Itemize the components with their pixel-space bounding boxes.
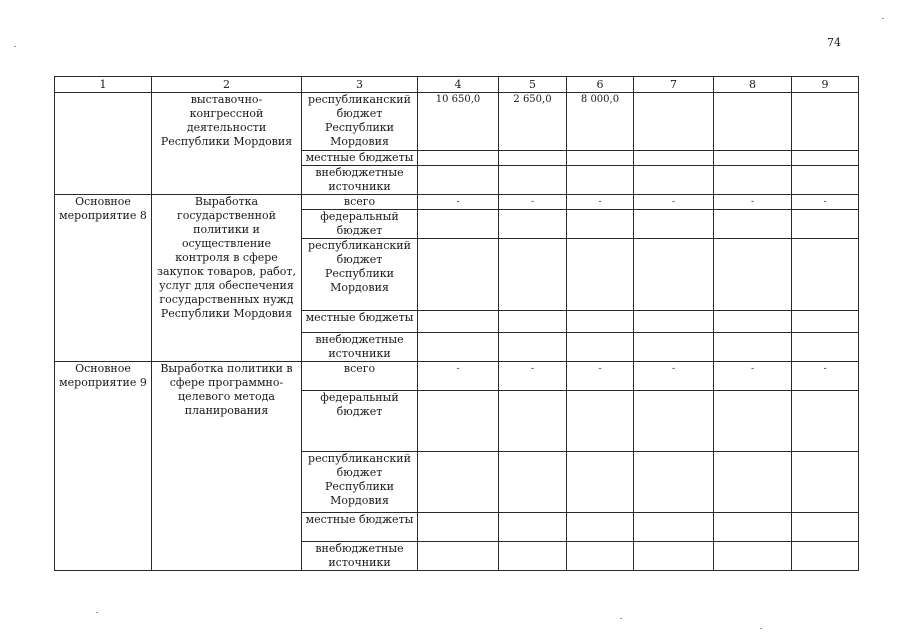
scan-speck bbox=[620, 618, 622, 619]
table-row bbox=[55, 195, 859, 210]
header-cell: 3 bbox=[302, 77, 418, 93]
measure-cell: выставочно-конгрессной деятельности Республики Мордовия bbox=[152, 93, 302, 195]
source-cell: республиканский бюджет Республики Мордовия bbox=[302, 93, 418, 151]
value-cell bbox=[634, 93, 714, 151]
activity-cell-empty bbox=[55, 93, 152, 195]
value-cell: - bbox=[792, 195, 859, 210]
activity-cell: Основное мероприятие 9 bbox=[55, 362, 152, 571]
value-cell: - bbox=[418, 195, 499, 210]
header-row bbox=[55, 77, 859, 93]
source-cell: республиканский бюджет Республики Мордовия bbox=[302, 239, 418, 311]
value-cell: 2 650,0 bbox=[499, 93, 567, 151]
value-cell: - bbox=[418, 362, 499, 391]
scan-speck bbox=[760, 628, 762, 629]
header-cell: 8 bbox=[714, 77, 792, 93]
scan-speck bbox=[14, 46, 16, 47]
measure-cell: Выработка государственной политики и осуществление контроля в сфере закупок товаров, работ, услуг для обеспечения государственных нужд Республики Мордовия bbox=[152, 195, 302, 362]
value-cell: - bbox=[499, 195, 567, 210]
value-cell: - bbox=[634, 362, 714, 391]
value-cell: - bbox=[567, 362, 634, 391]
value-cell: - bbox=[634, 195, 714, 210]
source-cell: местные бюджеты bbox=[302, 513, 418, 542]
source-cell: всего bbox=[302, 195, 418, 210]
budget-table bbox=[54, 76, 859, 571]
source-cell: местные бюджеты bbox=[302, 151, 418, 166]
table-row bbox=[55, 362, 859, 391]
source-cell: внебюджетные источники bbox=[302, 542, 418, 571]
header-cell: 4 bbox=[418, 77, 499, 93]
page-number: 74 bbox=[827, 36, 841, 49]
value-cell: - bbox=[567, 195, 634, 210]
source-cell: федеральный бюджет bbox=[302, 391, 418, 452]
source-cell: федеральный бюджет bbox=[302, 210, 418, 239]
value-cell bbox=[714, 93, 792, 151]
source-cell: внебюджетные источники bbox=[302, 333, 418, 362]
value-cell: - bbox=[792, 362, 859, 391]
source-cell: всего bbox=[302, 362, 418, 391]
value-cell: 8 000,0 bbox=[567, 93, 634, 151]
value-cell: 10 650,0 bbox=[418, 93, 499, 151]
measure-cell: Выработка политики в сфере программно-целевого метода планирования bbox=[152, 362, 302, 571]
value-cell: - bbox=[714, 362, 792, 391]
header-cell: 5 bbox=[499, 77, 567, 93]
header-cell: 2 bbox=[152, 77, 302, 93]
header-cell: 1 bbox=[55, 77, 152, 93]
value-cell: - bbox=[714, 195, 792, 210]
header-cell: 9 bbox=[792, 77, 859, 93]
value-cell: - bbox=[499, 362, 567, 391]
scan-speck bbox=[882, 18, 884, 19]
source-cell: местные бюджеты bbox=[302, 311, 418, 333]
activity-cell: Основное мероприятие 8 bbox=[55, 195, 152, 362]
source-cell: внебюджетные источники bbox=[302, 166, 418, 195]
value-cell bbox=[792, 93, 859, 151]
header-cell: 6 bbox=[567, 77, 634, 93]
scan-speck bbox=[96, 612, 98, 613]
header-cell: 7 bbox=[634, 77, 714, 93]
table-row bbox=[55, 93, 859, 151]
source-cell: республиканский бюджет Республики Мордовия bbox=[302, 452, 418, 513]
